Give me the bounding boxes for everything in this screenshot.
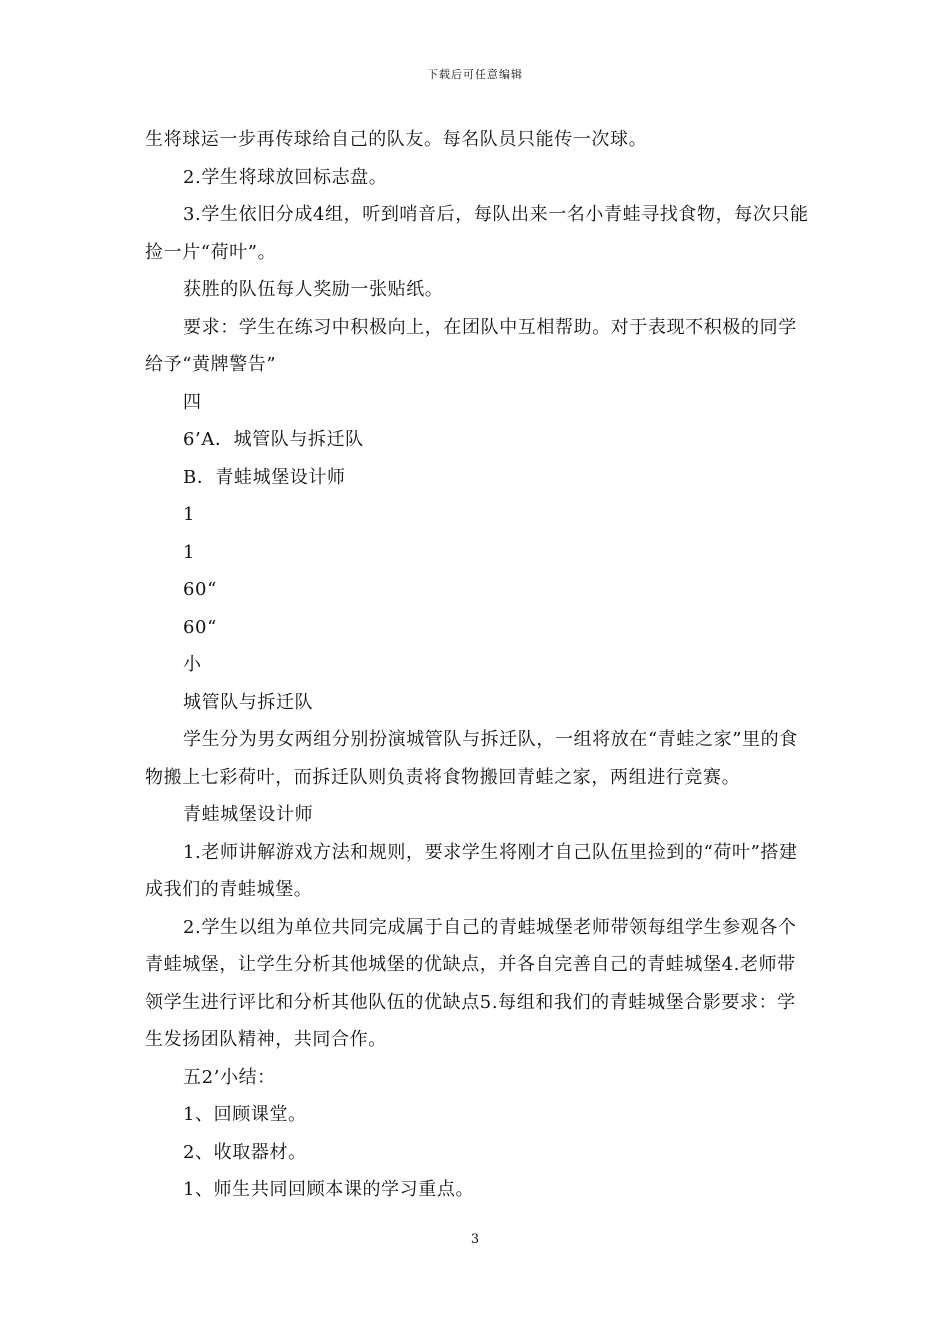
intensity-value: 小 bbox=[183, 654, 202, 675]
list-item: 1、师生共同回顾本课的学习重点。 bbox=[183, 1179, 475, 1200]
page-header: 下载后可任意编辑 bbox=[427, 68, 523, 81]
document-body bbox=[145, 121, 810, 1209]
section-number: 四 bbox=[183, 391, 202, 413]
paragraph: 获胜的队伍每人奖励一张贴纸。 bbox=[183, 279, 444, 300]
page-number: 3 bbox=[470, 1232, 480, 1247]
subheading: 青蛙城堡设计师 bbox=[183, 804, 314, 825]
paragraph: 1.老师讲解游戏方法和规则，要求学生将刚才自己队伍里捡到的“荷叶”搭建成我们的青蛙城堡。 bbox=[145, 841, 798, 900]
paragraph: 2.学生将球放回标志盘。 bbox=[183, 166, 388, 188]
list-item: 1、回顾课堂。 bbox=[183, 1104, 307, 1125]
paragraph: 3.学生依旧分成4组，听到哨音后，每队出来一名小青蛙寻找食物，每次只能捡一片“荷叶”。 bbox=[145, 204, 809, 263]
paragraph: 学生分为男女两组分别扮演城管队与拆迁队，一组将放在“青蛙之家”里的食物搬上七彩荷叶，而拆迁队则负责将食物搬回青蛙之家，两组进行竞赛。 bbox=[145, 729, 798, 788]
paragraph: 要求：学生在练习中积极向上，在团队中互相帮助。对于表现不积极的同学给予“黄牌警告” bbox=[145, 316, 797, 375]
count-value: 1 bbox=[183, 504, 196, 525]
subheading: 城管队与拆迁队 bbox=[183, 691, 314, 713]
section-summary-heading: 五2’小结： bbox=[183, 1066, 276, 1088]
list-item: 2、收取器材。 bbox=[183, 1141, 307, 1163]
duration-value: 60“ bbox=[183, 616, 217, 638]
paragraph: 2.学生以组为单位共同完成属于自己的青蛙城堡老师带领每组学生参观各个青蛙城堡，让学生分析其他城堡的优缺点，并各自完善自己的青蛙城堡4.老师带领学生进行评比和分析其他队伍的优缺点5.每组和我们的青蛙城堡合影要求：学生发扬团队精神，共同合作。 bbox=[145, 916, 797, 1050]
activity-b-title: B．青蛙城堡设计师 bbox=[183, 466, 346, 488]
paragraph: 生将球运一步再传球给自己的队友。每名队员只能传一次球。 bbox=[145, 129, 648, 150]
activity-a-title: 6’A．城管队与拆迁队 bbox=[183, 429, 364, 450]
duration-value: 60“ bbox=[183, 579, 217, 600]
count-value: 1 bbox=[183, 541, 196, 563]
